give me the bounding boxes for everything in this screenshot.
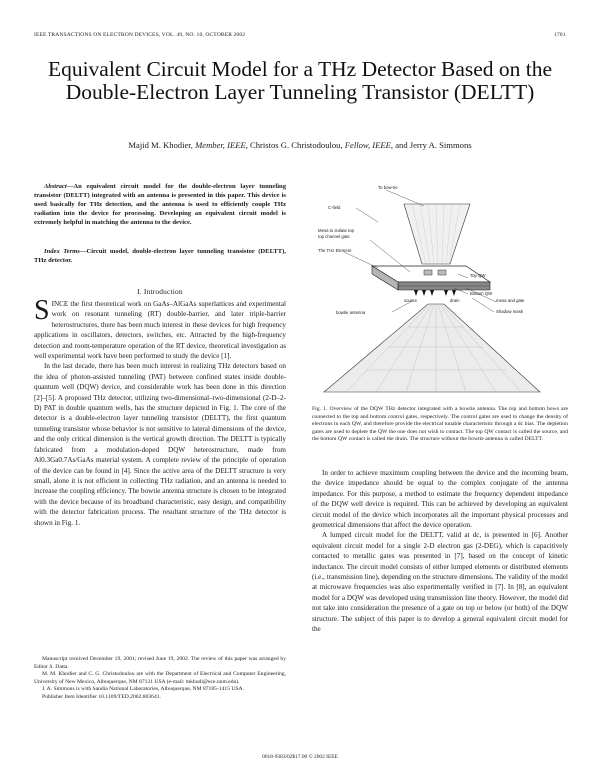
journal-header: IEEE TRANSACTIONS ON ELECTRON DEVICES, VOL. 49, NO. 10, OCTOBER 2002	[34, 32, 246, 38]
label-bottom-qw: Bottom QW	[470, 291, 493, 296]
label-source: source	[404, 298, 417, 303]
footnote-2: M. M. Khodier and C. G. Christodoulou are with the Department of Electrical and Computer Engineering, University of New Mexico, Albuquerque, NM 87131 USA (e-mail: mkhodi@ece.unm.edu).	[34, 671, 286, 685]
footnote-3: J. A. Simmons is with Sandia National Laboratories, Albuquerque, NM 87185-1415 USA.	[42, 686, 244, 693]
abstract-text: An equivalent circuit model for the double-electron layer tunneling transistor (DELTT) integrated with an antenna is presented in this paper. This device is used basically for THz detection, and the antenna is used to efficiently couple THz radiation into the device for processing. Developing an equivalent circuit model is extremely helpful in matching the antenna to the device.	[34, 183, 286, 226]
author-line	[40, 140, 560, 150]
intro-paragraph-2: In the last decade, there has been much interest in realizing THz detectors based on the idea of photon-assisted tunneling (PAT) between confined states inside double-quantum well (DQW) device, and considerable work has been done in this direction [2]–[5]. A proposed THz detector, utilizing two-dimensional–two-dimensional (2-D–2-D) PAT in double quantum wells, has the structure depicted in Fig. 1. The core of the detector is a double-electron layer tunneling transistor (DELTT), the first quantum tunneling transistor whose behavior is not sensitive to lateral dimensions of the device, and the only critical dimension is the vertical growth direction. The DELTT is typically fabricated from a modulation-doped DQW heterostructure, made from Al0.3Ga0.7As/GaAs material system. A complete review of the principle of operation of the device can be found in [4]. Since the active area of the DELTT structure is very small, alone it is not efficient in collecting THz radiation, and an antenna is needed to increase the coupling efficiency. The bowtie antenna structure is chosen to be integrated with the device because of its broadband characteristic, easy design, and compatibility with the detector fabrication process. The resultant structure of the THz detector is shown in Fig. 1.	[34, 362, 286, 527]
author-2-role: Fellow, IEEE	[344, 140, 391, 150]
figure-1-diagram	[316, 182, 556, 398]
abstract-label: Abstract—	[44, 183, 74, 190]
right-paragraph-2: A lumped circuit model for the DELTT, valid at dc, is presented in [6]. Another equivalent circuit model for a single 2-D electron gas (2-DEG), which is capacitively contacted to metallic gates was presented in [7], based on the concept of kinetic inductance. The circuit model consists of either lumped elements or distributed elements (i.e., transmission line), depending on the structure dimensions. The validity of the model at microwave frequencies was also experimentally verified in [7]. In [8], an equivalent model for a DQW was developed using transmission line theory. However, the model did not take into consideration the presence of a gate on top or below (or both) of the DQW structure. The subject of this paper is to develop a general equivalent circuit model for the	[312, 531, 568, 634]
label-to-bowtie: To bow-tie	[378, 185, 398, 190]
label-channel: top channel gate	[318, 234, 350, 239]
label-c-field: C-field	[328, 205, 341, 210]
footnote-4: Publisher Item Identifier 10.1109/TED.2002.803641.	[42, 693, 161, 700]
index-terms-text: Circuit model, double-electron layer tunneling transistor (DELTT), THz detector.	[34, 248, 286, 264]
author-3: , and Jerry A. Simmons	[390, 140, 472, 150]
author-1-role: Member, IEEE	[195, 140, 246, 150]
drop-cap: S	[34, 295, 50, 326]
label-mesa-gate: mesa and gate	[496, 298, 525, 303]
author-2: , Christos G. Christodoulou,	[245, 140, 345, 150]
index-terms	[34, 248, 286, 266]
label-drain: drain	[450, 298, 460, 303]
paper-title: Equivalent Circuit Model for a THz Detector Based on the Double-Electron Layer Tunneling Transistor (DELTT)	[47, 57, 553, 104]
top-gate-pad	[424, 270, 432, 275]
footnote	[34, 656, 286, 702]
label-bowtie: bowtie antenna	[336, 310, 366, 315]
bottom-bowtie-antenna	[324, 304, 540, 392]
intro-paragraph-1: SINCE the first theoretical work on GaAs–AlGaAs superlattices and experimental work on resonant tunneling (RT) double-barrier, and later triple-barrier heterostructures, there has been much interest in these devices for high frequency applications in oscillators, detectors, switches, etc. Attracted by the high-frequency detection and room-temperature operation of the RT device, theoretical investigation as well experimental work have been performed to study the device [1].	[34, 295, 286, 361]
label-shadow-mask: Shadow mask	[496, 309, 523, 314]
author-1: Majid M. Khodier,	[128, 140, 196, 150]
label-mesa: Mesa to isolate top	[318, 228, 355, 233]
copyright-footer: 0018-9383/02$17.00 © 2002 IEEE	[262, 754, 338, 760]
right-paragraph-1: In order to achieve maximum coupling between the device and the incoming beam, the device impedance should be equal to the complex conjugate of the antenna impedance. For this purpose, a method to estimate the frequency dependent impedance of the DQW well device is required. This can be achieved by developing an equivalent circuit model of the device which incorporates all the important physical processes and geometrical dimensions that affect the device operation.	[312, 469, 568, 530]
figure-1-caption: Fig. 1. Overview of the DQW THz detector integrated with a bowtie antenna. The top and bottom bows are connected to the top and bottom control gates, respectively. The control gates are used to change the density of electrons in each QW, and therefore provide the electrical tunable characteristic through a dc bias. The depletion gates are used to deplete the QW the one does not wish to contact. The top QW contact is called the source, and the bottom QW contact is called the drain. The structure without the bowtie antenna is called DELTT.	[312, 406, 568, 443]
index-terms-label: Index Terms—	[44, 248, 87, 255]
label-thz-element: The THz Element	[318, 248, 352, 253]
abstract	[34, 183, 286, 228]
section-heading: I. Introduction	[137, 287, 183, 296]
contact-arrows	[414, 290, 456, 296]
page-number: 1701	[554, 32, 566, 38]
intro-body	[34, 295, 286, 528]
label-top-qw: Top QW	[470, 273, 486, 278]
footnote-1: Manuscript received December 19, 2001; revised June 19, 2002. The review of this paper was arranged by Editor S. Datta.	[34, 656, 286, 670]
right-column-body	[312, 468, 568, 635]
